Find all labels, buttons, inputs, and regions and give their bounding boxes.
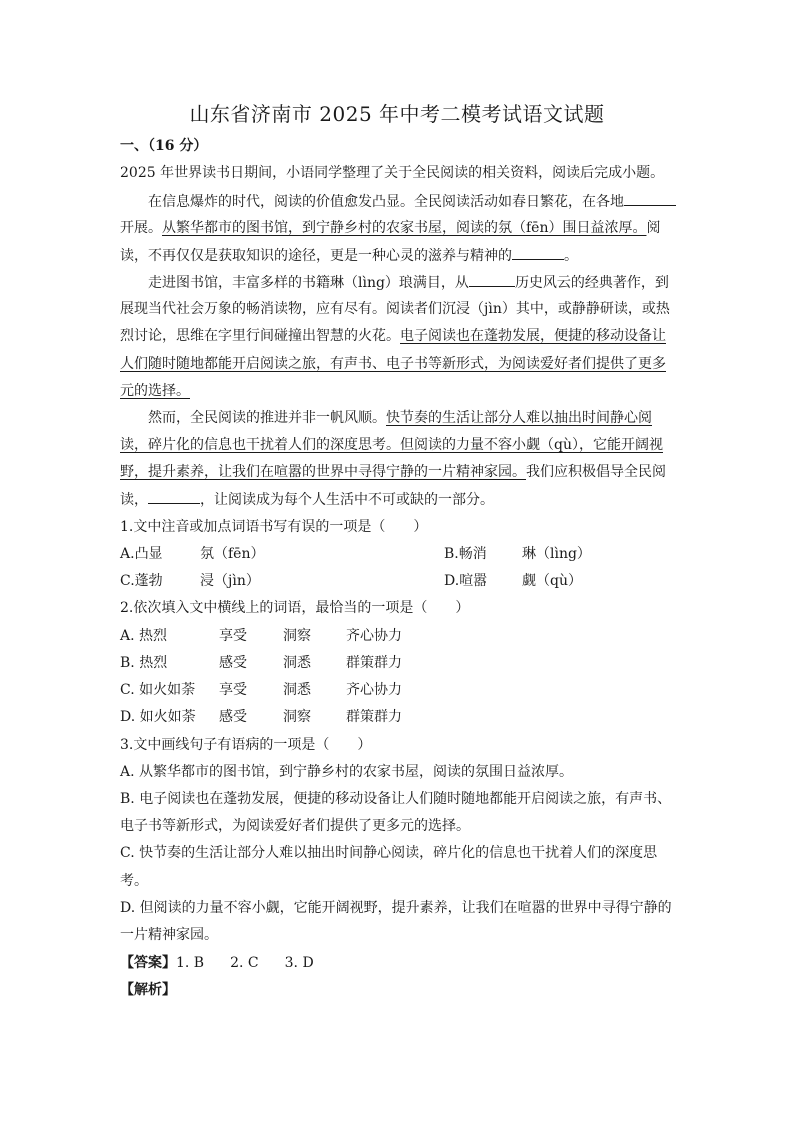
answer-item: 3. D <box>284 955 314 971</box>
q1-option-d <box>444 571 487 591</box>
section-heading: 一、（16 分） <box>120 138 208 154</box>
analysis-label: 【解析】 <box>120 982 176 998</box>
q2-option-b-w2: 感受 <box>219 655 247 671</box>
answer-item: 1. B <box>176 955 205 971</box>
fill-blank-1 <box>624 191 676 206</box>
passage-text: 读，不再仅仅是获取知识的途径，更是一种心灵的滋养与精神的 <box>120 248 512 264</box>
passage-text: 在信息爆炸的时代，阅读的价值愈发凸显。全民阅读活动如春日繁花，在各地 <box>148 194 624 210</box>
passage-text: 读， <box>120 492 148 508</box>
q1-option-a-pinyin: 氛（fēn） <box>200 546 265 562</box>
q3-option-b-cont: 电子书等新形式，为阅读爱好者们提供了更多元的选择。 <box>120 818 470 834</box>
q1-option-d-pinyin: 觑（qù） <box>522 573 582 589</box>
q2-option-d-w1: D. 如火如荼 <box>120 709 196 725</box>
answer-label: 【答案】 <box>120 955 176 971</box>
passage-text: 我们应积极倡导全民阅 <box>526 464 666 480</box>
q2-option-d-w2: 感受 <box>219 709 247 725</box>
underlined-sentence-c-cont: 读，碎片化的信息也干扰着人们的深度思考。 <box>120 437 400 453</box>
passage-p1-line3 <box>120 245 578 266</box>
question-3-stem: 3.文中画线句子有语病的一项是（ ） <box>120 737 372 753</box>
passage-p2-line3 <box>120 326 666 346</box>
page-title: 山东省济南市 2025 年中考二模考试语文试题 <box>189 102 605 126</box>
q2-option-c-w1: C. 如火如荼 <box>120 682 196 698</box>
underlined-sentence-d: 但阅读的力量不容小觑（qù），它能开阔视 <box>400 437 663 453</box>
q1-option-c <box>120 571 163 591</box>
passage-text: 阅 <box>646 220 661 236</box>
passage-text: 走进图书馆，丰富多样的书籍琳（lìng）琅满目，从 <box>148 275 469 291</box>
q1-option-a <box>120 544 163 564</box>
option-word: 蓬勃 <box>134 573 163 589</box>
option-letter: D. <box>444 573 460 589</box>
q1-option-c-pinyin: 浸（jìn） <box>200 573 260 589</box>
underlined-sentence-a: 从繁华都市的图书馆，到宁静乡村的农家书屋，阅读的氛（fēn）围日益浓厚。 <box>162 220 647 236</box>
q2-option-a-w3: 洞察 <box>283 628 311 644</box>
fill-blank-3 <box>469 272 515 287</box>
fill-blank-4 <box>148 489 200 504</box>
passage-p3-line4 <box>120 489 494 510</box>
answer-item: 2. C <box>230 955 259 971</box>
passage-p3-line3 <box>120 462 666 482</box>
passage-p1-line2 <box>120 218 660 238</box>
q1-option-b-pinyin: 琳（lìng） <box>522 546 591 562</box>
q2-option-d-w4: 群策群力 <box>346 709 402 725</box>
q2-option-b-w1: B. 热烈 <box>120 655 168 671</box>
q2-option-d-w3: 洞察 <box>283 709 311 725</box>
passage-p1-line1 <box>148 191 676 212</box>
q1-option-b <box>444 544 487 564</box>
option-word: 喧嚣 <box>459 573 488 589</box>
q2-option-b-w3: 洞悉 <box>283 655 311 671</box>
passage-text: 然而，全民阅读的推进并非一帆风顺。 <box>148 410 386 426</box>
passage-p3-line1 <box>148 408 652 428</box>
intro-text: 2025 年世界读书日期间，小语同学整理了关于全民阅读的相关资料，阅读后完成小题。 <box>120 165 665 181</box>
passage-p2-line2: 展现当代社会万象的畅消读物，应有尽有。阅读者们沉浸（jìn）其中，或静静研读，或热 <box>120 301 670 317</box>
option-letter: A. <box>120 546 135 562</box>
option-word: 凸显 <box>134 546 163 562</box>
question-2-stem: 2.依次填入文中横线上的词语，最恰当的一项是（ ） <box>120 600 470 616</box>
q3-option-d-cont: 一片精神家园。 <box>120 927 218 943</box>
q3-option-b: B. 电子阅读也在蓬勃发展，便捷的移动设备让人们随时随地都能开启阅读之旅，有声书、 <box>120 791 672 807</box>
q2-option-a-w4: 齐心协力 <box>346 628 402 644</box>
passage-p3-line2 <box>120 435 663 455</box>
q2-option-b-w4: 群策群力 <box>346 655 402 671</box>
underlined-sentence-c: 快节奏的生活让部分人难以抽出时间静心阅 <box>386 410 652 426</box>
passage-text: ，让阅读成为每个人生活中不可或缺的一部分。 <box>200 492 494 508</box>
q3-option-d: D. 但阅读的力量不容小觑，它能开阔视野，提升素养，让我们在喧嚣的世界中寻得宁静的 <box>120 900 672 916</box>
q3-option-c-cont: 考。 <box>120 873 148 889</box>
fill-blank-2 <box>512 245 564 260</box>
underlined-sentence-d-cont: 野，提升素养，让我们在喧嚣的世界中寻得宁静的一片精神家园。 <box>120 464 526 480</box>
answer-line <box>120 953 314 973</box>
question-1-stem: 1.文中注音或加点词语书写有误的一项是（ ） <box>120 519 428 535</box>
option-letter: B. <box>444 546 459 562</box>
q2-option-c-w3: 洞悉 <box>283 682 311 698</box>
option-letter: C. <box>120 573 135 589</box>
passage-text: 开展。 <box>120 220 162 236</box>
q2-option-a-w1: A. 热烈 <box>120 628 168 644</box>
q2-option-c-w2: 享受 <box>219 682 247 698</box>
option-word: 畅消 <box>458 546 487 562</box>
q3-option-a: A. 从繁华都市的图书馆，到宁静乡村的农家书屋，阅读的氛围日益浓厚。 <box>120 764 574 780</box>
passage-text: 历史风云的经典著作，到 <box>514 275 669 291</box>
q2-option-c-w4: 齐心协力 <box>346 682 402 698</box>
passage-p2-line4: 人们随时随地都能开启阅读之旅，有声书、电子书等新形式，为阅读爱好者们提供了更多 <box>120 356 666 372</box>
q2-option-a-w2: 享受 <box>219 628 247 644</box>
passage-p2-line5: 元的选择。 <box>120 383 190 399</box>
passage-text: 。 <box>564 248 578 264</box>
q3-option-c: C. 快节奏的生活让部分人难以抽出时间静心阅读，碎片化的信息也干扰着人们的深度思 <box>120 845 658 861</box>
passage-text: 烈讨论，思维在字里行间碰撞出智慧的火花。 <box>120 328 400 344</box>
underlined-sentence-b: 电子阅读也在蓬勃发展，便捷的移动设备让 <box>400 328 666 344</box>
passage-p2-line1 <box>148 272 669 293</box>
